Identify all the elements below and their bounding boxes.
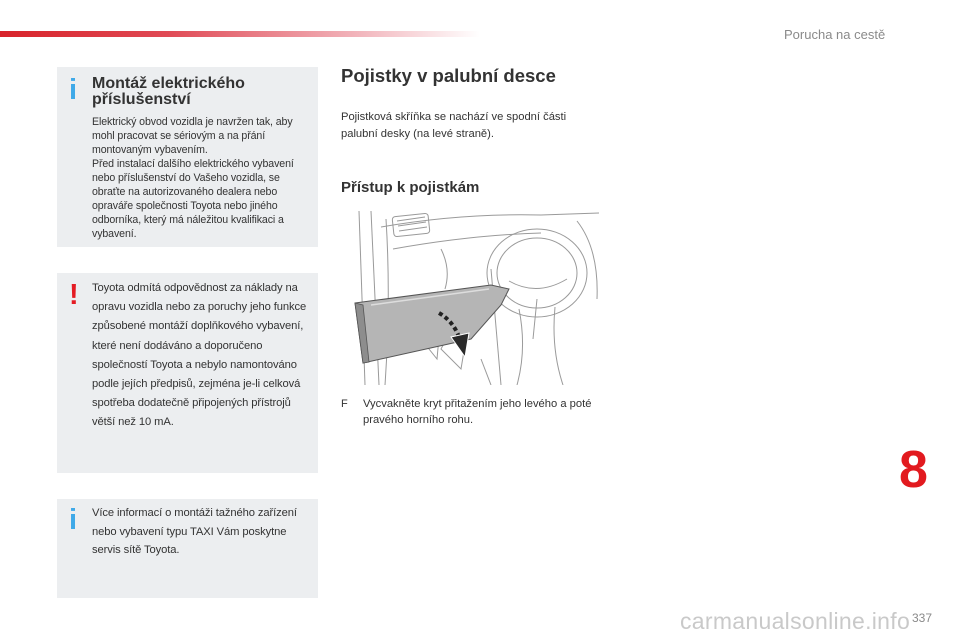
box-text [92, 115, 310, 241]
info-icon: i [69, 74, 78, 106]
bullet-icon: F [341, 398, 348, 410]
instruction-text: Vycvakněte kryt přitažením jeho levého a poté pravého horního rohu. [363, 398, 592, 426]
section-title: Pojistky v palubní desce [341, 65, 556, 86]
info-box-towing [57, 499, 318, 598]
warning-icon: ! [69, 279, 79, 311]
page-number: 337 [912, 611, 933, 625]
dashboard-fuse-illustration [341, 209, 601, 385]
box-paragraph: Před instalací dalšího elektrického vybavení nebo příslušenství do Vašeho vozidla, se obraťte na autorizovaného dealera nebo opraváře společnosti Toyota nebo jiného odborníka, který má náležitou kvalifikaci a vybavení. [92, 158, 294, 240]
header-accent-bar [0, 31, 480, 37]
box-title: Montáž elektrického příslušenství [92, 75, 245, 108]
box-text: Více informací o montáži tažného zařízení nebo vybavení typu TAXI Vám poskytne servis sítě Toyota. [92, 507, 297, 556]
info-icon: i [69, 504, 78, 536]
info-box-electrical-accessories [57, 67, 318, 247]
warning-box-liability [57, 273, 318, 473]
subsection-title: Přístup k pojistkám [341, 179, 480, 196]
watermark: carmanualsonline.info [680, 608, 911, 634]
chapter-number: 8 [899, 441, 928, 499]
box-paragraph: Elektrický obvod vozidla je navržen tak, aby mohl pracovat se sériovým a na přání montovaným vybavením. [92, 116, 293, 156]
box-text: Toyota odmítá odpovědnost za náklady na opravu vozidla nebo za poruchy jeho funkce způsobené montáží doplňkového vybavení, které není dodáváno a doporučeno společností Toyota a nebylo namontováno podle jejích předpisů, zejména je-li celková spotřeba dodatečně připojených přístrojů větší než 10 mA. [92, 282, 307, 429]
chapter-header-title: Porucha na cestě [784, 27, 886, 42]
section-text: Pojistková skříňka se nachází ve spodní části palubní desky (na levé straně). [341, 111, 567, 140]
